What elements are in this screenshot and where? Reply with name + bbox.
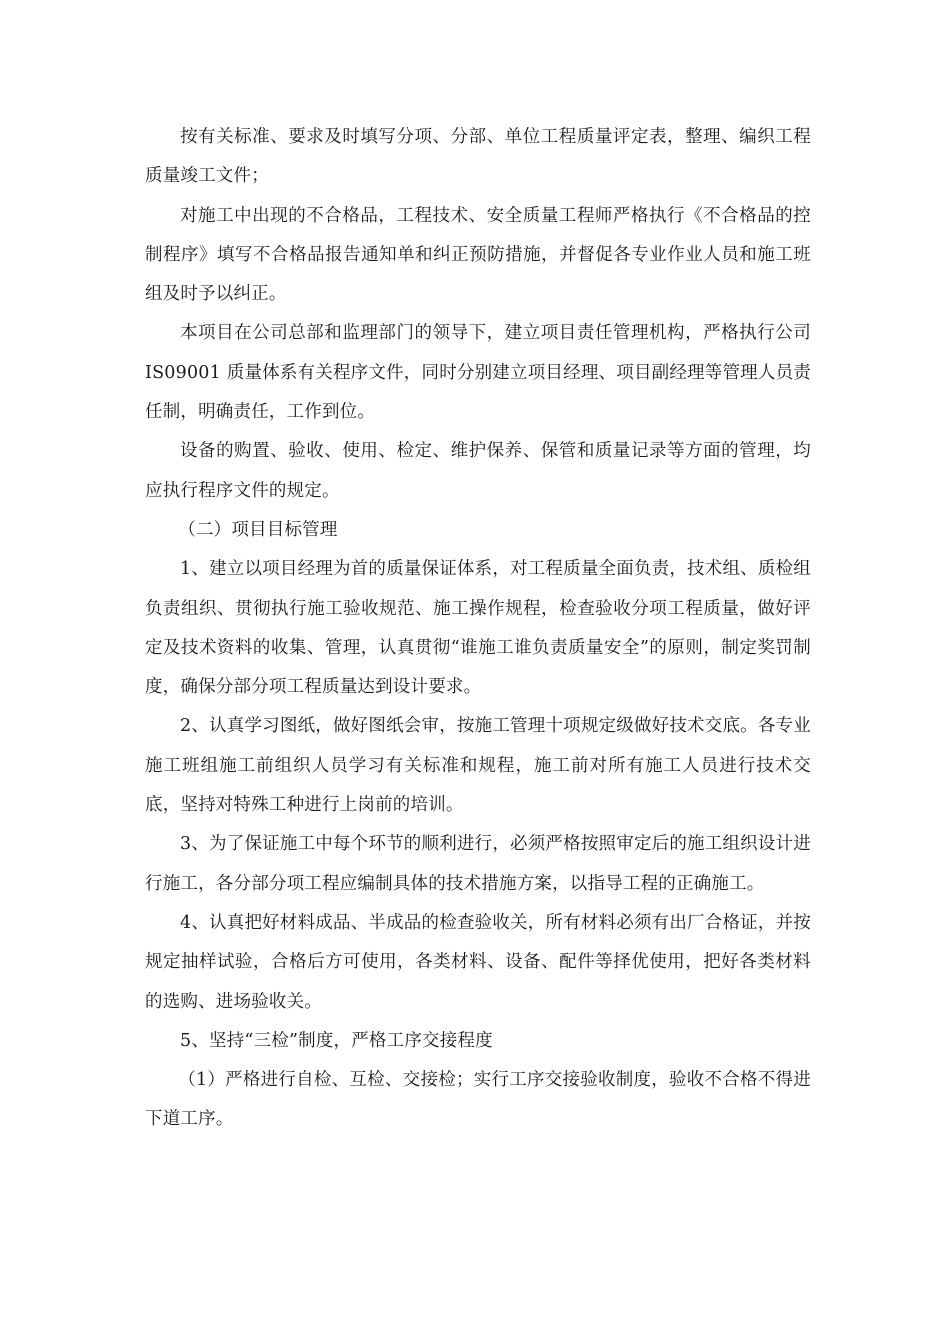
paragraph-quality-records: 按有关标准、要求及时填写分项、分部、单位工程质量评定表，整理、编织工程质量竣工文件；	[145, 127, 811, 187]
paragraph-responsibility-system: 本项目在公司总部和监理部门的领导下，建立项目责任管理机构，严格执行公司 IS09001 质量体系有关程序文件，同时分别建立项目经理、项目副经理等管理人员责任制，明确责任，工作到位。	[145, 323, 811, 423]
paragraph-item-4: 4、认真把好材料成品、半成品的检查验收关，所有材料必须有出厂合格证，并按规定抽样试验，合格后方可使用，各类材料、设备、配件等择优使用，把好各类材料的选购、进场验收关。	[145, 912, 811, 1012]
section-heading-project-goal-management: （二）项目目标管理	[178, 519, 338, 540]
paragraph-equipment-management: 设备的购置、验收、使用、检定、维护保养、保管和质量记录等方面的管理，均应执行程序文件的规定。	[145, 441, 811, 501]
paragraph-item-2: 2、认真学习图纸，做好图纸会审，按施工管理十项规定级做好技术交底。各专业施工班组施工前组织人员学习有关标准和规程，施工前对所有施工人员进行技术交底，坚持对特殊工种进行上岗前的培训。	[145, 716, 811, 816]
paragraph-sub-item-1: （1）严格进行自检、互检、交接检；实行工序交接验收制度，验收不合格不得进下道工序。	[145, 1070, 811, 1130]
paragraph-item-5: 5、坚持“三检”制度，严格工序交接程度	[180, 1030, 493, 1051]
paragraph-item-1: 1、建立以项目经理为首的质量保证体系，对工程质量全面负责，技术组、质检组负责组织、贯彻执行施工验收规范、施工操作规程，检查验收分项工程质量，做好评定及技术资料的收集、管理，认真贯彻“谁施工谁负责质量安全”的原则，制定奖罚制度，确保分部分项工程质量达到设计要求。	[145, 559, 811, 698]
paragraph-nonconforming-products: 对施工中出现的不合格品，工程技术、安全质量工程师严格执行《不合格品的控制程序》填写不合格品报告通知单和纠正预防措施，并督促各专业作业人员和施工班组及时予以纠正。	[145, 205, 811, 305]
paragraph-item-3: 3、为了保证施工中每个环节的顺利进行，必须严格按照审定后的施工组织设计进行施工，各分部分项工程应编制具体的技术措施方案，以指导工程的正确施工。	[145, 834, 811, 894]
document-body	[145, 118, 811, 1140]
